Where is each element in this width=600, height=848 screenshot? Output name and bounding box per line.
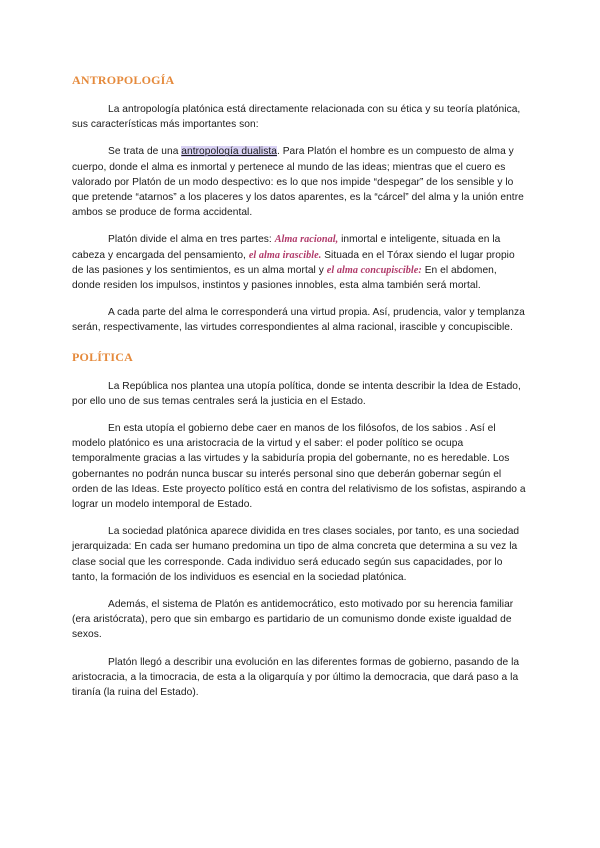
text-run: inmortal e inteligente, situada en la cabeza y encargada del pensamiento,	[72, 234, 501, 261]
document-body	[72, 70, 528, 700]
text-run: . Para Platón el hombre es un compuesto de alma y cuerpo, donde el alma es inmortal y pertenece al mundo de las ideas; mientras que el cuero es valorado por Platón de un modo despectivo: es lo que nos impide “despegar” de los sensible y lo que pretende “atarnos” a los placeres y los datos aparentes, es la “cárcel” del alma y la unión entre ambos se produce de forma accidental.	[72, 146, 524, 219]
paragraph: A cada parte del alma le corresponderá una virtud propia. Así, prudencia, valor y templanza serán, respectivamente, las virtudes correspondientes al alma racional, irascible y concupiscible.	[72, 307, 525, 334]
emphasis-alma-concupiscible: el alma concupiscible:	[326, 264, 422, 276]
highlighted-term: antropología dualista	[181, 146, 277, 158]
paragraph	[72, 232, 528, 293]
emphasis-alma-racional: Alma racional,	[274, 234, 339, 246]
heading-politica: POLÍTICA	[72, 349, 133, 364]
text-run: Platón divide el alma en tres partes:	[108, 234, 275, 246]
heading-antropologia: ANTROPOLOGÍA	[72, 73, 175, 87]
paragraph: Platón llegó a describir una evolución en las diferentes formas de gobierno, pasando de la aristocracia, a la timocracia, de esta a la oligarquía y por último la democracia, que dará paso a la tiranía (la ruina del Estado).	[72, 656, 520, 699]
paragraph: La República nos plantea una utopía política, donde se intenta describir la Idea de Estado, por ello uno de sus temas centrales será la justicia en el Estado.	[72, 380, 521, 407]
paragraph: La antropología platónica está directamente relacionada con su ética y su teoría platónica, sus características más importantes son:	[72, 104, 521, 131]
text-run: Se trata de una	[108, 146, 182, 158]
emphasis-alma-irascible: el alma irascible.	[248, 249, 322, 261]
paragraph: Además, el sistema de Platón es antidemocrático, esto motivado por su herencia familiar (era aristócrata), pero que sin embargo es partidario de un comunismo donde existe igualdad de sexos.	[72, 599, 514, 641]
text-run: Situada en el Tórax siendo el lugar propio de las pasiones y los sentimientos, es un alma mortal y	[72, 249, 515, 276]
paragraph	[72, 144, 528, 220]
text-run: En el abdomen, donde residen los impulsos, instintos y pasiones innobles, esta alma también será mortal.	[72, 264, 497, 292]
paragraph: La sociedad platónica aparece dividida en tres clases sociales, por tanto, es una sociedad jerarquizada: En cada ser humano predomina un tipo de alma concreta que determina a su vez la clase social que les corresponde. Cada individuo será educado según sus capacidades, por lo tanto, la formación de los individuos es esencial en la sociedad platónica.	[72, 526, 520, 583]
paragraph: En esta utopía el gobierno debe caer en manos de los filósofos, de los sabios . Así el modelo platónico es una aristocracia de la virtud y el saber: el poder político se ocupa temporalmente gracias a las virtudes y la sabiduría propia del gobernante, no es heredable. Los gobernantes no podrán nunca buscar su interés personal sino que deberán gobernar según el orden de las Ideas. Este proyecto político está en contra del relativismo de los sofistas, aspirando a lograr un modelo intemporal de Estado.	[72, 423, 526, 511]
